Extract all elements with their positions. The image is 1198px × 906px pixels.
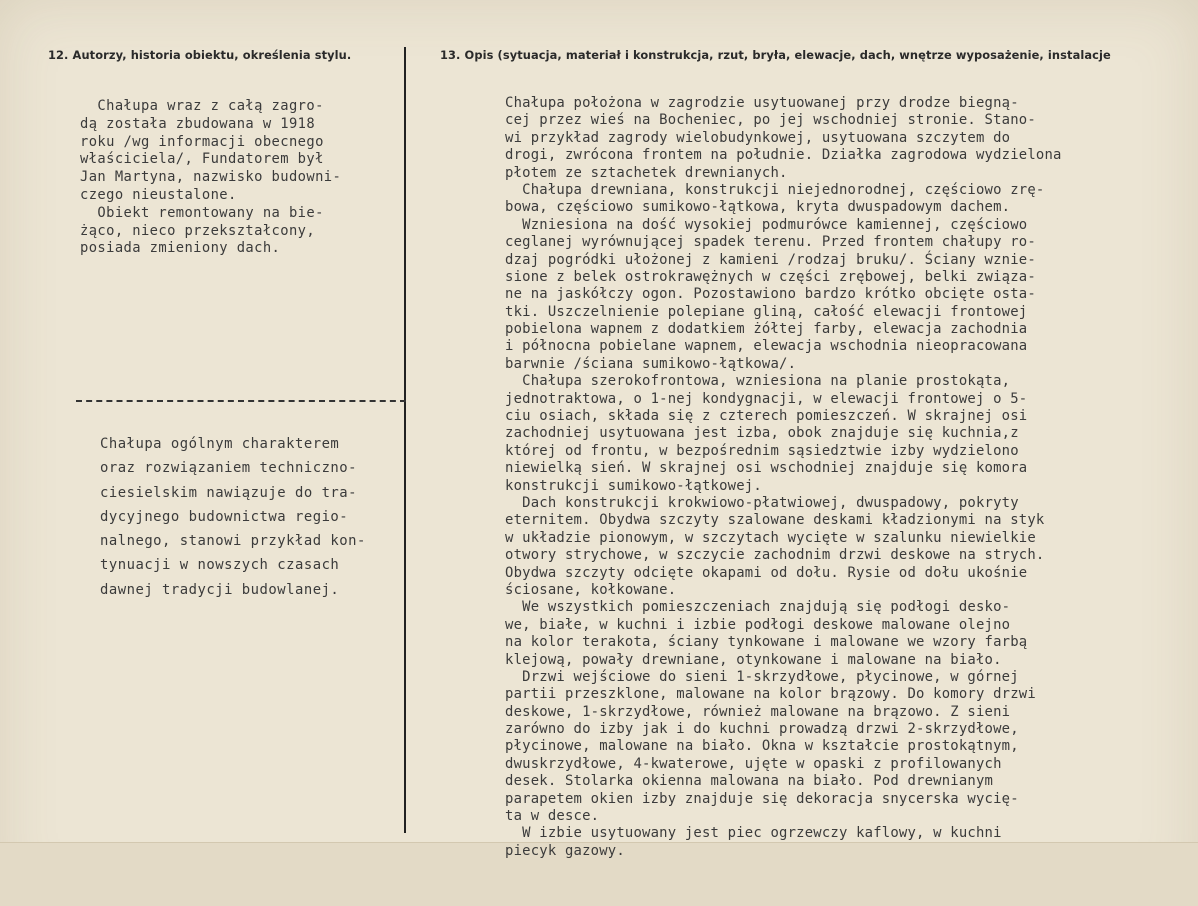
text-line: dycyjnego budownictwa regio- bbox=[100, 508, 349, 525]
text-line: Chałupa wraz z całą zagro- bbox=[80, 98, 324, 114]
text-line: desek. Stolarka okienna malowana na biało. Pod drewnianym bbox=[505, 773, 994, 790]
text-line: tki. Uszczelnienie polepiane gliną, całość elewacji frontowej bbox=[505, 303, 1028, 320]
text-line: Chałupa ogólnym charakterem bbox=[100, 436, 340, 452]
text-line: oraz rozwiązaniem techniczno- bbox=[100, 460, 358, 477]
text-line: roku /wg informacji obecnego bbox=[80, 133, 324, 150]
text-line: Chałupa drewniana, konstrukcji niejednorodnej, częściowo zrę- bbox=[505, 181, 1045, 198]
text-line: ta w desce. bbox=[505, 808, 600, 825]
text-line: ciu osiach, składa się z czterech pomieszczeń. W skrajnej osi bbox=[505, 408, 1028, 425]
section-divider bbox=[76, 400, 406, 402]
text-line: konstrukcji sumikowo-łątkowej. bbox=[505, 477, 762, 494]
text-line: barwnie /ściana sumikowo-łątkowa/. bbox=[505, 355, 797, 372]
text-line: jednotraktowa, o 1-nej kondygnacji, w elewacji frontowej o 5- bbox=[505, 390, 1028, 407]
text-line: Chałupa szerokofrontowa, wzniesiona na planie prostokąta, bbox=[505, 373, 1011, 390]
text-line: płycinowe, malowane na biało. Okna w kształcie prostokątnym, bbox=[505, 738, 1019, 755]
text-line: ściosane, kołkowane. bbox=[505, 581, 677, 598]
text-line: zachodniej usytuowana jest izba, obok znajduje się kuchnia,z bbox=[505, 425, 1019, 442]
text-line: otwory strychowe, w szczycie zachodnim drzwi deskowe na strych. bbox=[505, 547, 1045, 564]
text-line: Obiekt remontowany na bie- bbox=[80, 204, 324, 221]
text-line: wi przykład zagrody wielobudynkowej, usytuowana szczytem do bbox=[505, 129, 1011, 146]
text-line: dawnej tradycji budowlanej. bbox=[100, 581, 340, 598]
text-line: żąco, nieco przekształcony, bbox=[80, 222, 316, 239]
text-line: na kolor terakota, ściany tynkowane i malowane we wzory farbą bbox=[505, 634, 1028, 651]
text-line: bowa, częściowo sumikowo-łątkowa, kryta dwuspadowym dachem. bbox=[505, 199, 1011, 216]
text-line: pobielona wapnem z dodatkiem żółtej farby, elewacja zachodnia bbox=[505, 321, 1028, 338]
text-line: deskowe, 1-skrzydłowe, również malowane na brązowo. Z sieni bbox=[505, 703, 1011, 720]
text-line: ne na jaskółczy ogon. Pozostawiono bardzo krótko obcięte osta- bbox=[505, 286, 1036, 303]
text-line: ciesielskim nawiązuje do tra- bbox=[100, 484, 358, 501]
history-text bbox=[80, 98, 341, 258]
text-line: w układzie pionowym, w szczytach wycięte w szalunku niewielkie bbox=[505, 529, 1036, 546]
text-line: Wzniesiona na dość wysokiej podmurówce kamiennej, częściowo bbox=[505, 216, 1028, 233]
text-line: dwuskrzydłowe, 4-kwaterowe, ujęte w opaski z profilowanych bbox=[505, 755, 1002, 772]
text-line: posiada zmieniony dach. bbox=[80, 240, 281, 257]
description-text bbox=[505, 95, 1062, 860]
column-divider bbox=[404, 47, 406, 833]
text-line: niewielką sień. W skrajnej osi wschodniej znajduje się komora bbox=[505, 460, 1028, 477]
text-line: klejową, powały drewniane, otynkowane i malowane na biało. bbox=[505, 651, 1002, 668]
text-line: dą została zbudowana w 1918 bbox=[80, 115, 316, 132]
section-13-header: 13. Opis (sytuacja, materiał i konstrukcja, rzut, bryła, elewacje, dach, wnętrze wyposażenie, instalacje bbox=[440, 48, 1111, 62]
text-line: parapetem okien izby znajduje się dekoracja snycerska wycię- bbox=[505, 790, 1019, 807]
text-line: i północna pobielane wapnem, elewacja wschodnia nieopracowana bbox=[505, 338, 1028, 355]
text-line: właściciela/, Fundatorem był bbox=[80, 151, 324, 168]
text-line: W izbie usytuowany jest piec ogrzewczy kaflowy, w kuchni bbox=[505, 825, 1002, 842]
text-line: której od frontu, w bezpośrednim sąsiedztwie izby wydzielono bbox=[505, 442, 1019, 459]
text-line: czego nieustalone. bbox=[80, 186, 237, 203]
section-12-header: 12. Autorzy, historia obiektu, określenia stylu. bbox=[48, 48, 352, 62]
text-line: we, białe, w kuchni i izbie podłogi deskowe malowane olejno bbox=[505, 616, 1011, 633]
text-line: Obydwa szczyty odcięte okapami od dołu. Rysie od dołu ukośnie bbox=[505, 564, 1028, 581]
text-line: płotem ze sztachetek drewnianych. bbox=[505, 164, 788, 181]
text-line: Jan Martyna, nazwisko budowni- bbox=[80, 169, 342, 186]
text-line: dzaj pogródki ułożonej z kamieni /rodzaj bruku/. Ściany wznie- bbox=[505, 251, 1036, 268]
text-line: Chałupa położona w zagrodzie usytuowanej przy drodze biegną- bbox=[505, 95, 1019, 111]
text-line: tynuacji w nowszych czasach bbox=[100, 557, 340, 574]
text-line: piecyk gazowy. bbox=[505, 842, 625, 859]
text-line: cej przez wieś na Bocheniec, po jej wschodniej stronie. Stano- bbox=[505, 112, 1036, 129]
text-line: zarówno do izby jak i do kuchni prowadzą drzwi 2-skrzydłowe, bbox=[505, 721, 1019, 738]
text-line: nalnego, stanowi przykład kon- bbox=[100, 533, 366, 550]
text-line: sione z belek ostrokrawężnych w części zrębowej, belki związa- bbox=[505, 268, 1036, 285]
text-line: We wszystkich pomieszczeniach znajdują się podłogi desko- bbox=[505, 599, 1011, 616]
text-line: drogi, zwrócona frontem na południe. Działka zagrodowa wydzielona bbox=[505, 147, 1062, 164]
text-line: Drzwi wejściowe do sieni 1-skrzydłowe, płycinowe, w górnej bbox=[505, 668, 1019, 685]
text-line: eternitem. Obydwa szczyty szalowane deskami kładzionymi na styk bbox=[505, 512, 1045, 529]
style-text bbox=[100, 432, 366, 602]
text-line: ceglanej wyrównującej spadek terenu. Przed frontem chałupy ro- bbox=[505, 234, 1036, 251]
text-line: Dach konstrukcji krokwiowo-płatwiowej, dwuspadowy, pokryty bbox=[505, 494, 1019, 511]
text-line: partii przeszklone, malowane na kolor brązowy. Do komory drzwi bbox=[505, 686, 1036, 703]
